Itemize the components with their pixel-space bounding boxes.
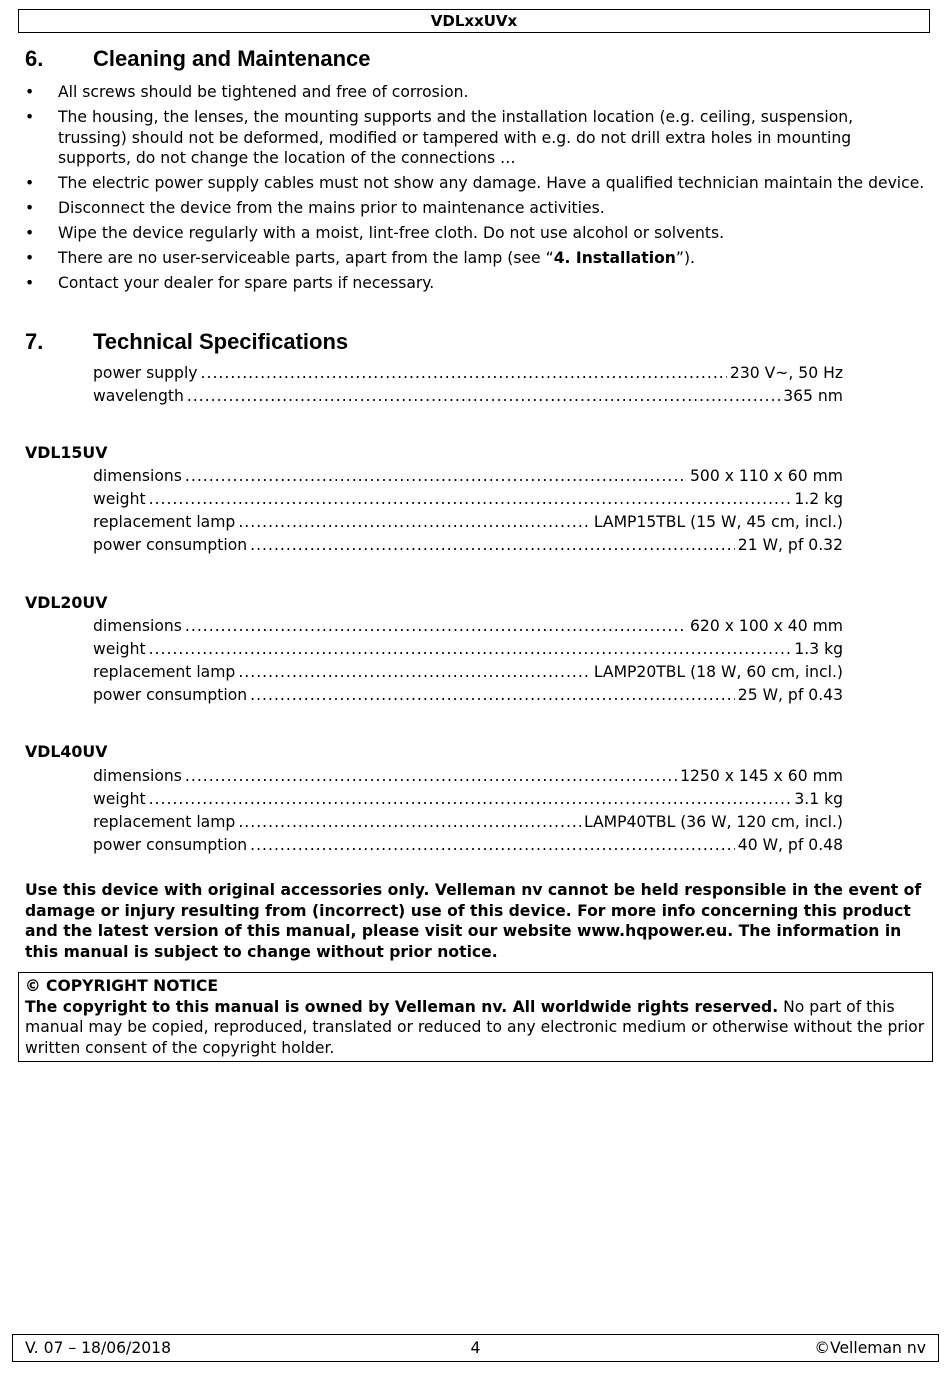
spec-row: replacement lamp ..... LAMP15TBL (15 W, 45 cm, incl.) [93, 511, 843, 534]
spec-row: wavelength ..... 365 nm [93, 385, 843, 408]
list-item: • All screws should be tightened and free of corrosion. [25, 83, 469, 101]
spec-row: weight ..... 1.2 kg [93, 488, 843, 511]
dot-leader [185, 765, 677, 788]
version-date: V. 07 – 18/06/2018 [25, 1339, 172, 1357]
section-6-heading [25, 46, 371, 72]
company-copyright: ©Velleman nv [814, 1339, 926, 1357]
bullet-icon: • [25, 174, 35, 192]
spec-row: weight ..... 3.1 kg [93, 788, 843, 811]
spec-row: dimensions ..... 620 x 100 x 40 mm [93, 615, 843, 638]
maintenance-list [25, 82, 925, 298]
dot-leader [185, 465, 687, 488]
bullet-icon: • [25, 199, 35, 217]
model-specs-vdl15uv [93, 465, 843, 557]
section-7-title: Technical Specifications [93, 329, 349, 354]
list-item: • There are no user-serviceable parts, apart from the lamp (see “4. Installation”). [25, 249, 696, 267]
section-7-number: 7. [25, 329, 44, 354]
list-item: • The electric power supply cables must not show any damage. Have a qualified technician maintain the device. [25, 174, 925, 192]
copyright-title: © COPYRIGHT NOTICE [25, 977, 219, 995]
model-heading-vdl15uv: VDL15UV [25, 443, 108, 462]
header-title: VDLxxUVx [430, 12, 518, 30]
bullet-icon: • [25, 108, 35, 126]
model-heading-vdl20uv: VDL20UV [25, 593, 108, 612]
dot-leader [238, 511, 591, 534]
page-number: 4 [470, 1339, 481, 1357]
section-6-title: Cleaning and Maintenance [93, 46, 371, 71]
general-specs [93, 362, 843, 408]
dot-leader [250, 534, 735, 557]
spec-row: power supply ..... 230 V~, 50 Hz [93, 362, 843, 385]
model-specs-vdl40uv [93, 765, 843, 857]
list-item: • Contact your dealer for spare parts if necessary. [25, 274, 435, 292]
dot-leader [250, 684, 735, 707]
dot-leader [149, 638, 792, 661]
list-item: • Wipe the device regularly with a moist, lint-free cloth. Do not use alcohol or solvents. [25, 224, 725, 242]
spec-row: replacement lamp ..... LAMP40TBL (36 W, 120 cm, incl.) [93, 811, 843, 834]
list-item: • Disconnect the device from the mains prior to maintenance activities. [25, 199, 605, 217]
dot-leader [149, 788, 792, 811]
spec-row: dimensions ..... 1250 x 145 x 60 mm [93, 765, 843, 788]
copyright-notice [18, 972, 933, 1062]
copyright-body: The copyright to this manual is owned by Velleman nv. All worldwide rights reserved. No part of this manual may be copied, reproduced, translated or reduced to any electronic medium or otherwise without the prior written consent of the copyright holder. [25, 997, 925, 1057]
section-7-heading [25, 329, 348, 355]
dot-leader [149, 488, 792, 511]
dot-leader [238, 811, 581, 834]
page-header [18, 9, 930, 33]
model-specs-vdl20uv [93, 615, 843, 707]
section-6-number: 6. [25, 46, 44, 71]
model-heading-vdl40uv: VDL40UV [25, 742, 108, 761]
spec-row: dimensions ..... 500 x 110 x 60 mm [93, 465, 843, 488]
page-footer [12, 1334, 939, 1362]
dot-leader [187, 385, 780, 408]
dot-leader [185, 615, 687, 638]
bullet-icon: • [25, 249, 35, 267]
dot-leader [250, 834, 735, 857]
spec-row: power consumption ..... 21 W, pf 0.32 [93, 534, 843, 557]
spec-row: power consumption ..... 25 W, pf 0.43 [93, 684, 843, 707]
bullet-icon: • [25, 224, 35, 242]
dot-leader [238, 661, 591, 684]
disclaimer: Use this device with original accessories only. Velleman nv cannot be held responsible in the event of damage or injury resulting from (incorrect) use of this device. For more info concerning this product and the latest version of this manual, please visit our website www.hqpower.eu. The information in this manual is subject to change without prior notice. [25, 881, 922, 961]
spec-row: replacement lamp ..... LAMP20TBL (18 W, 60 cm, incl.) [93, 661, 843, 684]
bullet-icon: • [25, 274, 35, 292]
section-reference: 4. Installation [553, 249, 676, 267]
bullet-icon: • [25, 83, 35, 101]
spec-row: power consumption ..... 40 W, pf 0.48 [93, 834, 843, 857]
dot-leader [201, 362, 727, 385]
list-item: • The housing, the lenses, the mounting supports and the installation location (e.g. ceiling, suspension, trussing) should not be deformed, modified or tampered with e.g. do not drill extra holes in mounting supports, do not change the location of the connections … [25, 108, 854, 167]
spec-row: weight ..... 1.3 kg [93, 638, 843, 661]
